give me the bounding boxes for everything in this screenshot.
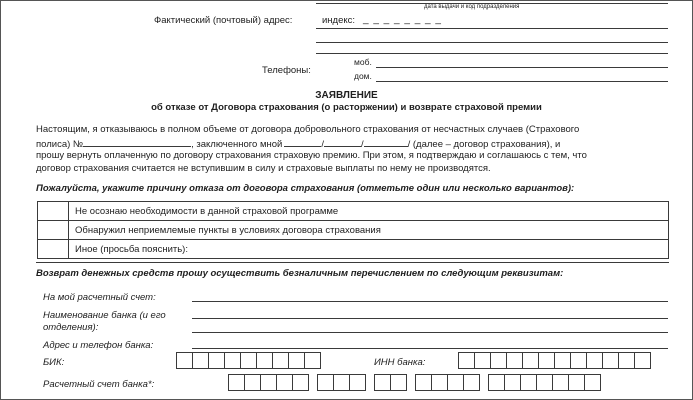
inn-cell[interactable] [602,352,619,369]
policy-number-field[interactable] [83,137,191,147]
inn-cell[interactable] [490,352,507,369]
mobile-phone-line[interactable] [376,67,668,68]
date-sep-2: / [360,139,364,150]
bik-cell[interactable] [256,352,273,369]
settlement-label: Расчетный счет банка*: [43,379,155,390]
settlement-cell[interactable] [276,374,293,391]
bank-name-label-2: отделения): [43,322,99,333]
bik-cell[interactable] [176,352,193,369]
settlement-cells[interactable] [228,374,600,391]
settlement-cell[interactable] [447,374,464,391]
bik-label: БИК: [43,357,65,368]
account-field[interactable] [192,301,668,302]
bik-cell[interactable] [272,352,289,369]
index-label: индекс: [322,15,356,26]
document-title: ЗАЯВЛЕНИЕ [315,90,378,101]
bik-cell[interactable] [288,352,305,369]
inn-cell[interactable] [634,352,651,369]
settlement-cell[interactable] [520,374,537,391]
settlement-cell[interactable] [463,374,480,391]
address-line-1[interactable] [316,28,668,29]
reason-checkbox-1[interactable] [38,202,69,221]
bik-cell[interactable] [240,352,257,369]
inn-cell[interactable] [554,352,571,369]
settlement-cell[interactable] [260,374,277,391]
body-line-4: договор страхования считается не вступившим в силу и страховые выплаты по нему не производятся. [36,163,491,174]
body-line-3: прошу вернуть оплаченную по договору страхования страховую премию. При этом, я подтверждаю и соглашаюсь с тем, что [36,150,587,161]
reason-option-2: Обнаружил неприемлемые пункты в условиях договора страхования [69,221,669,240]
index-blank[interactable]: _ _ _ _ _ _ _ _ [363,14,442,25]
inn-cell[interactable] [570,352,587,369]
inn-cell[interactable] [522,352,539,369]
inn-label: ИНН банка: [374,357,426,368]
settlement-cell[interactable] [584,374,601,391]
settlement-cell[interactable] [228,374,245,391]
bank-name-field-1[interactable] [192,318,668,319]
settlement-cell[interactable] [431,374,448,391]
settlement-cell[interactable] [504,374,521,391]
settlement-cell[interactable] [390,374,407,391]
inn-cell[interactable] [474,352,491,369]
inn-cell[interactable] [538,352,555,369]
settlement-cell[interactable] [568,374,585,391]
address-line-3[interactable] [316,53,668,54]
body-line-1: Настоящим, я отказываюсь в полном объеме от договора добровольного страхования от несчастных случаев (Страхового [36,124,580,135]
bank-name-field-2[interactable] [192,332,668,333]
bik-cells[interactable] [176,352,320,369]
settlement-cell[interactable] [415,374,432,391]
date-year-field[interactable] [364,137,408,147]
bik-cell[interactable] [224,352,241,369]
refund-heading: Возврат денежных средств прошу осуществить безналичным перечислением по следующим реквизитам: [36,268,564,279]
inn-cell[interactable] [506,352,523,369]
bank-address-label: Адрес и телефон банка: [43,340,154,351]
settlement-cell[interactable] [349,374,366,391]
body-policy-label: полиса) № [36,139,84,150]
settlement-cell[interactable] [488,374,505,391]
address-line-2[interactable] [316,42,668,43]
issued-note: дата выдачи и код подразделения [424,4,520,10]
body-concluded-label: , заключенного мной [191,139,283,150]
date-month-field[interactable] [324,137,361,147]
date-sep-1: / [321,139,324,150]
reason-checkbox-2[interactable] [38,221,69,240]
reason-option-1: Не осознаю необходимости в данной страховой программе [69,202,669,221]
reasons-table [37,201,669,259]
settlement-cell[interactable] [374,374,391,391]
reason-checkbox-3[interactable] [38,240,69,259]
settlement-cell[interactable] [317,374,334,391]
settlement-cell[interactable] [244,374,261,391]
account-label: На мой расчетный счет: [43,292,156,303]
reasons-bottom-line [36,262,669,263]
inn-cell[interactable] [618,352,635,369]
reason-option-3: Иное (просьба пояснить): [69,240,669,259]
address-label: Фактический (почтовый) адрес: [154,15,293,26]
settlement-cell[interactable] [333,374,350,391]
home-phone-line[interactable] [376,81,668,82]
settlement-cell[interactable] [536,374,553,391]
phones-label: Телефоны: [262,65,311,76]
inn-cells[interactable] [458,352,650,369]
body-contract-note: / (далее – договор страхования), и [407,139,561,150]
home-label: дом. [354,71,372,81]
settlement-cell[interactable] [292,374,309,391]
bank-address-field[interactable] [192,348,668,349]
inn-cell[interactable] [586,352,603,369]
reason-row [38,240,669,259]
reason-row [38,202,669,221]
mobile-label: моб. [354,57,372,67]
date-day-field[interactable] [284,137,321,147]
document-subtitle: об отказе от Договора страхования (о расторжении) и возврате страховой премии [151,102,542,113]
bik-cell[interactable] [304,352,321,369]
settlement-cell[interactable] [552,374,569,391]
reason-row [38,221,669,240]
bik-cell[interactable] [208,352,225,369]
bank-name-label-1: Наименование банка (и его [43,310,166,321]
reasons-heading: Пожалуйста, укажите причину отказа от договора страхования (отметьте один или несколько вариантов): [36,183,575,194]
bik-cell[interactable] [192,352,209,369]
inn-cell[interactable] [458,352,475,369]
